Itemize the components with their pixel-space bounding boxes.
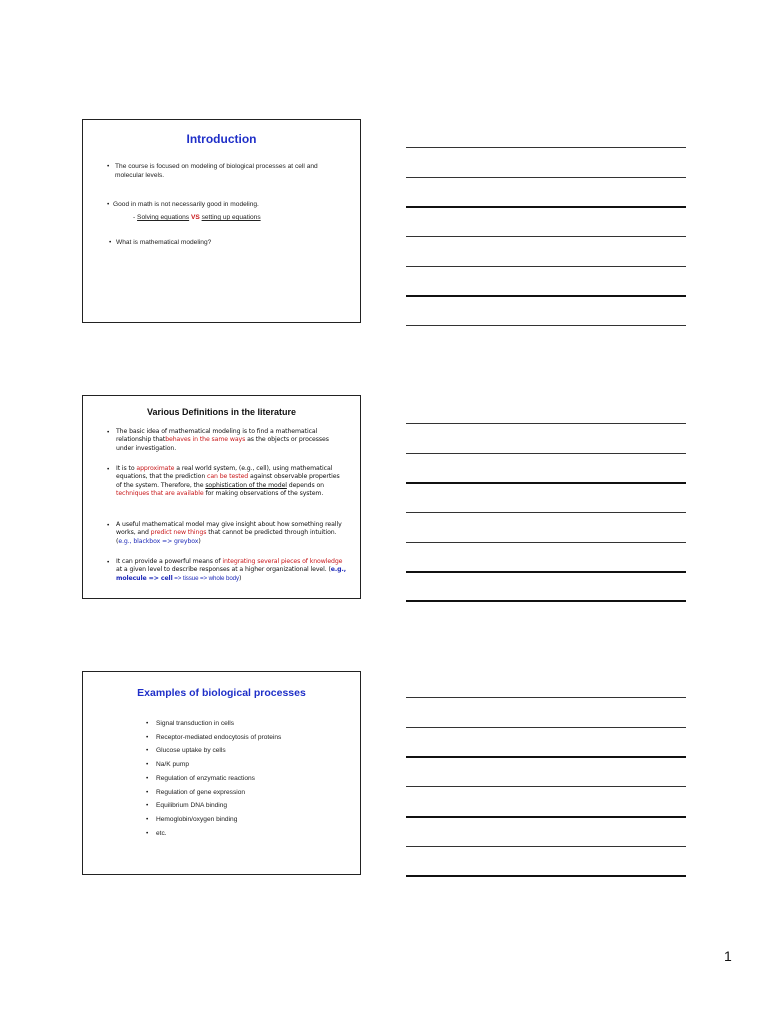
bullet-text: The course is focused on modeling of biological processes at cell and molecular levels. (115, 163, 318, 179)
note-line (406, 423, 686, 424)
list-item: Receptor-mediated endocytosis of proteins (156, 734, 282, 741)
definition-4 (116, 558, 346, 583)
bullet-marker: • (146, 816, 149, 823)
note-line (406, 206, 686, 208)
highlight: behaves in the same ways (165, 436, 246, 444)
list-item: Signal transduction in cells (156, 720, 235, 727)
sub-bullet (133, 213, 353, 222)
bullet-text: What is mathematical modeling? (116, 239, 212, 246)
bullet-marker: • (109, 239, 112, 246)
note-line (406, 542, 686, 543)
note-line (406, 600, 686, 602)
text: It is to (116, 465, 137, 472)
text: ) (198, 537, 201, 545)
bullet-marker: • (107, 201, 110, 208)
bullet-marker: • (146, 775, 149, 782)
note-line (406, 177, 686, 178)
definition-3 (116, 521, 346, 546)
example: => tissue => whole body (172, 574, 239, 582)
note-line (406, 482, 686, 484)
bullet-marker: • (146, 789, 149, 796)
note-line (406, 846, 686, 847)
bullet-text: Good in math is not necessarily good in modeling. (113, 201, 259, 208)
text: ) (239, 574, 242, 582)
text: A useful mathematical model may give insight about how something really works, and (116, 521, 342, 537)
text: depends on (286, 481, 324, 489)
slide-title: Introduction (186, 132, 257, 146)
slide-title: Examples of biological processes (137, 687, 306, 699)
text: The basic idea of mathematical modeling is to find a mathematical relationship that (116, 428, 318, 444)
list-item: Hemoglobin/oxygen binding (156, 816, 238, 823)
list-item: etc. (156, 830, 167, 837)
setting-up-equations: setting up equations (201, 214, 261, 221)
text: a real world system, (e.g., cell), using mathematical equations, that the prediction (116, 465, 333, 481)
note-line (406, 236, 686, 237)
note-line (406, 697, 686, 698)
note-line (406, 756, 686, 758)
example: e.g., blackbox => greybox (118, 537, 199, 545)
vs-label: VS (190, 214, 200, 221)
list-item: Regulation of gene expression (156, 789, 246, 796)
slide-definitions (82, 395, 361, 599)
text: for making observations of the system. (203, 490, 324, 498)
bullet-marker: • (146, 761, 149, 768)
text: It can provide a powerful means of (116, 558, 223, 565)
highlight: predict new things (150, 529, 207, 537)
page-number: 1 (724, 948, 732, 964)
bullet-marker: • (107, 429, 110, 436)
bullet-marker: • (146, 802, 149, 809)
slide-introduction (82, 119, 361, 323)
list-item: Na/K pump (156, 761, 189, 768)
bullet-marker: • (146, 720, 149, 727)
highlight: integrating several pieces of knowledge (222, 558, 343, 565)
note-line (406, 266, 686, 267)
list-item: Regulation of enzymatic reactions (156, 775, 255, 782)
highlight: can be tested (207, 473, 249, 481)
underlined: sophistication of the model (205, 481, 287, 489)
note-line (406, 816, 686, 818)
text: as the objects or processes under investigation. (116, 436, 329, 452)
note-line (406, 295, 686, 297)
slide-title: Various Definitions in the literature (146, 407, 297, 417)
text: against observable properties of the system. Therefore, the (116, 473, 340, 489)
note-line (406, 786, 686, 787)
bullet-marker: • (146, 830, 149, 837)
list-item: Glucose uptake by cells (156, 747, 226, 754)
note-line (406, 325, 686, 326)
definition-2 (116, 465, 346, 499)
text: at a given level to describe responses at a higher organizational level. ( (116, 566, 331, 574)
highlight: techniques that are available (116, 490, 204, 498)
dash: - (133, 214, 136, 221)
bullet-marker: • (107, 559, 110, 566)
slide-examples (82, 671, 361, 875)
bullet-marker: • (107, 163, 110, 170)
note-line (406, 875, 686, 877)
note-line (406, 571, 686, 573)
note-line (406, 512, 686, 513)
text: that cannot be predicted through intuition. ( (116, 529, 337, 545)
note-line (406, 453, 686, 454)
solving-equations: Solving equations (137, 214, 190, 221)
highlight: approximate (136, 465, 175, 472)
note-line (406, 727, 686, 728)
bullet-marker: • (107, 522, 110, 529)
bullet-marker: • (146, 734, 149, 741)
bullet-marker: • (107, 466, 110, 473)
list-item: Equilibrium DNA binding (156, 802, 228, 809)
example: e.g., molecule => cell (116, 566, 346, 582)
note-line (406, 147, 686, 148)
bullet-marker: • (146, 747, 149, 754)
definition-1 (116, 428, 346, 453)
